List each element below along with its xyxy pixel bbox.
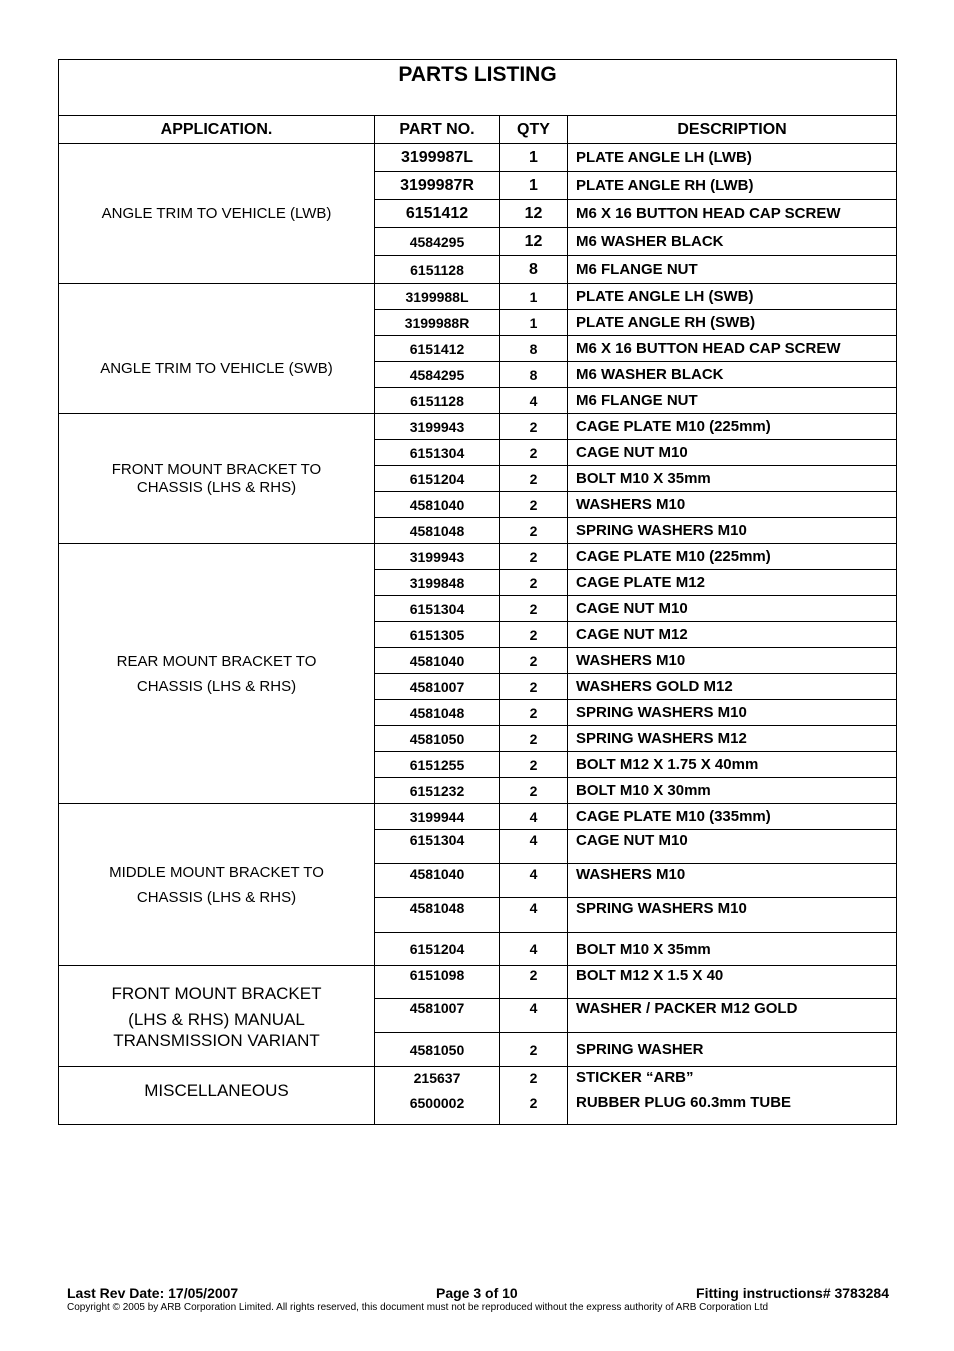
quantity: 1 [500, 144, 568, 172]
part-number: 6151232 [375, 778, 500, 804]
table-row [59, 284, 897, 310]
quantity: 1 [500, 284, 568, 310]
description: M6 X 16 BUTTON HEAD CAP SCREW [568, 200, 897, 228]
part-number: 6151304 [375, 596, 500, 622]
quantity: 4 [500, 864, 568, 898]
part-number: 4581040 [375, 864, 500, 898]
quantity: 4 [500, 830, 568, 864]
description: CAGE NUT M10 [568, 596, 897, 622]
quantity: 4 [500, 999, 568, 1033]
application-label: MIDDLE MOUNT BRACKET TO [109, 863, 324, 881]
description: BOLT M10 X 30mm [568, 778, 897, 804]
description: CAGE PLATE M10 (335mm) [568, 804, 897, 830]
description: WASHERS GOLD M12 [568, 674, 897, 700]
application-cell [59, 284, 375, 414]
part-number: 215637 [413, 1070, 461, 1086]
description: WASHERS M10 [568, 864, 897, 898]
quantity: 2 [500, 440, 568, 466]
part-number: 3199987R [375, 172, 500, 200]
description: M6 FLANGE NUT [568, 388, 897, 414]
last-rev-date: Last Rev Date: 17/05/2007 [67, 1285, 239, 1301]
quantity: 4 [500, 898, 568, 933]
application-label: CHASSIS (LHS & RHS) [136, 478, 297, 496]
application-label: ANGLE TRIM TO VEHICLE (LWB) [101, 204, 332, 222]
quantity: 2 [500, 752, 568, 778]
part-number: 3199987L [375, 144, 500, 172]
quantity: 12 [500, 200, 568, 228]
part-number: 3199943 [375, 544, 500, 570]
part-number-list [375, 1067, 500, 1125]
quantity: 2 [500, 622, 568, 648]
application-label: (LHS & RHS) MANUAL [128, 1010, 305, 1029]
table-row [59, 544, 897, 570]
part-number: 6500002 [409, 1095, 465, 1111]
description-list [568, 1067, 897, 1125]
description: SPRING WASHERS M10 [568, 700, 897, 726]
part-number: 3199848 [375, 570, 500, 596]
description: M6 X 16 BUTTON HEAD CAP SCREW [568, 336, 897, 362]
table-row [59, 414, 897, 440]
part-number: 6151255 [375, 752, 500, 778]
header-row [59, 116, 897, 144]
fitting-instructions-number: Fitting instructions# 3783284 [696, 1285, 889, 1301]
part-number: 4584295 [375, 362, 500, 388]
part-number: 6151128 [375, 256, 500, 284]
description: M6 FLANGE NUT [568, 256, 897, 284]
part-number: 3199988L [375, 284, 500, 310]
quantity: 2 [529, 1095, 538, 1111]
quantity: 2 [500, 700, 568, 726]
part-number: 4581040 [375, 648, 500, 674]
description: PLATE ANGLE LH (LWB) [568, 144, 897, 172]
header-description: DESCRIPTION [568, 116, 897, 144]
part-number: 4581048 [375, 700, 500, 726]
application-label: MISCELLANEOUS [144, 1080, 289, 1100]
part-number: 6151412 [375, 200, 500, 228]
quantity: 2 [500, 414, 568, 440]
description: SPRING WASHERS M10 [568, 898, 897, 933]
header-qty: QTY [500, 116, 568, 144]
description: SPRING WASHER [568, 1033, 897, 1067]
page-number: Page 3 of 10 [436, 1285, 518, 1301]
quantity: 2 [500, 570, 568, 596]
quantity: 8 [500, 362, 568, 388]
part-number: 3199944 [375, 804, 500, 830]
description: BOLT M12 X 1.75 X 40mm [568, 752, 897, 778]
part-number: 4581048 [375, 518, 500, 544]
part-number: 6151098 [375, 966, 500, 999]
part-number: 6151304 [375, 830, 500, 864]
quantity: 2 [500, 596, 568, 622]
description: CAGE PLATE M10 (225mm) [568, 414, 897, 440]
header-part-no: PART NO. [375, 116, 500, 144]
application-label: CHASSIS (LHS & RHS) [136, 677, 297, 695]
description: PLATE ANGLE RH (LWB) [568, 172, 897, 200]
part-number: 4581040 [375, 492, 500, 518]
description: RUBBER PLUG 60.3mm TUBE [576, 1094, 792, 1111]
application-label: FRONT MOUNT BRACKET TO [111, 460, 322, 478]
part-number: 4584295 [375, 228, 500, 256]
page-title: PARTS LISTING [59, 60, 897, 116]
table-row [59, 966, 897, 999]
part-number: 6151128 [375, 388, 500, 414]
quantity: 2 [500, 966, 568, 999]
quantity: 2 [500, 674, 568, 700]
table-row [59, 1067, 897, 1125]
description: BOLT M10 X 35mm [568, 933, 897, 966]
description: WASHER / PACKER M12 GOLD [568, 999, 897, 1033]
quantity: 4 [500, 388, 568, 414]
application-cell [59, 966, 375, 1067]
application-label: ANGLE TRIM TO VEHICLE (SWB) [100, 359, 333, 377]
quantity: 2 [500, 778, 568, 804]
quantity: 2 [500, 726, 568, 752]
part-number: 6151305 [375, 622, 500, 648]
quantity: 4 [500, 933, 568, 966]
application-cell [59, 544, 375, 804]
quantity: 2 [529, 1070, 538, 1086]
description: CAGE NUT M10 [568, 440, 897, 466]
application-cell [59, 414, 375, 544]
quantity: 1 [500, 310, 568, 336]
description: M6 WASHER BLACK [568, 228, 897, 256]
part-number: 4581007 [375, 999, 500, 1033]
part-number: 4581050 [375, 1033, 500, 1067]
application-cell [59, 804, 375, 966]
description: CAGE NUT M12 [568, 622, 897, 648]
quantity: 8 [500, 256, 568, 284]
part-number: 6151204 [375, 466, 500, 492]
application-label: REAR MOUNT BRACKET TO [116, 652, 317, 670]
description: M6 WASHER BLACK [568, 362, 897, 388]
description: BOLT M12 X 1.5 X 40 [568, 966, 897, 999]
part-number: 4581048 [375, 898, 500, 933]
part-number: 3199943 [375, 414, 500, 440]
part-number: 6151412 [375, 336, 500, 362]
description: SPRING WASHERS M12 [568, 726, 897, 752]
parts-listing-table [58, 59, 897, 1125]
description: STICKER “ARB” [576, 1069, 694, 1086]
quantity: 12 [500, 228, 568, 256]
copyright-notice: Copyright © 2005 by ARB Corporation Limited. All rights reserved, this document must not be reproduced without the express authority of ARB Corporation Ltd [67, 1302, 769, 1313]
application-label: FRONT MOUNT BRACKET [111, 984, 322, 1003]
quantity: 2 [500, 492, 568, 518]
table-row [59, 144, 897, 172]
part-number: 6151204 [375, 933, 500, 966]
table-row [59, 804, 897, 830]
part-number: 3199988R [375, 310, 500, 336]
quantity: 2 [500, 648, 568, 674]
quantity: 2 [500, 466, 568, 492]
description: WASHERS M10 [568, 648, 897, 674]
description: BOLT M10 X 35mm [568, 466, 897, 492]
description: CAGE PLATE M10 (225mm) [568, 544, 897, 570]
header-application: APPLICATION. [59, 116, 375, 144]
application-cell [59, 1067, 375, 1125]
quantity: 1 [500, 172, 568, 200]
description: SPRING WASHERS M10 [568, 518, 897, 544]
quantity: 2 [500, 518, 568, 544]
application-cell [59, 144, 375, 284]
description: PLATE ANGLE LH (SWB) [568, 284, 897, 310]
part-number: 4581050 [375, 726, 500, 752]
description: CAGE NUT M10 [568, 830, 897, 864]
description: CAGE PLATE M12 [568, 570, 897, 596]
description: PLATE ANGLE RH (SWB) [568, 310, 897, 336]
quantity: 8 [500, 336, 568, 362]
quantity: 4 [500, 804, 568, 830]
part-number: 4581007 [375, 674, 500, 700]
description: WASHERS M10 [568, 492, 897, 518]
application-label: TRANSMISSION VARIANT [113, 1031, 320, 1050]
part-number: 6151304 [375, 440, 500, 466]
page-footer [67, 1285, 889, 1313]
quantity: 2 [500, 544, 568, 570]
application-label: CHASSIS (LHS & RHS) [136, 888, 297, 906]
quantity-list [500, 1067, 568, 1125]
quantity: 2 [500, 1033, 568, 1067]
